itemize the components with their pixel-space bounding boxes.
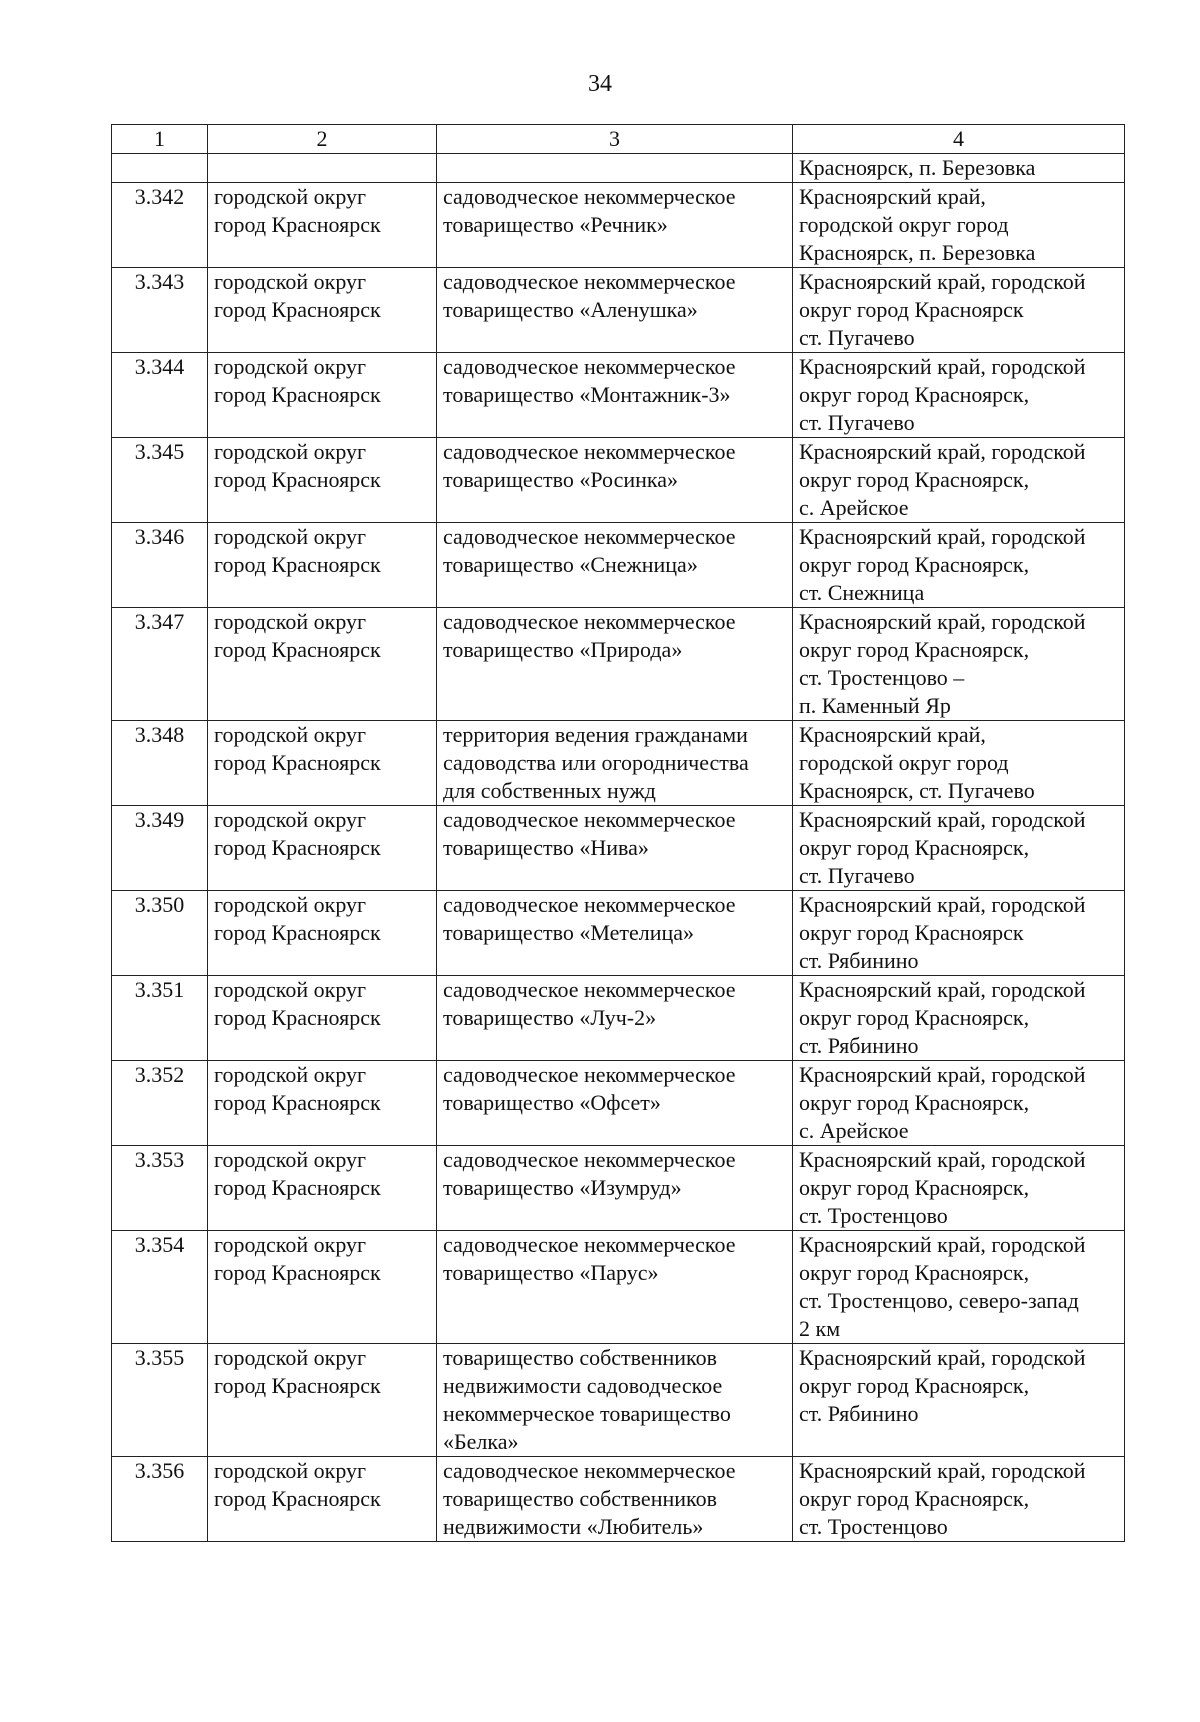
address-cell: Красноярский край, городской округ город Красноярск ст. Рябинино (793, 891, 1125, 976)
organization-name-cell: садоводческое некоммерческое товарищество «Парус» (437, 1231, 793, 1344)
address-cell: Красноярский край, городской округ город Красноярск, ст. Тростенцово, северо-запад 2 км (793, 1231, 1125, 1344)
header-row (112, 125, 1125, 154)
row-number: 3.348 (112, 721, 208, 806)
row-number: 3.351 (112, 976, 208, 1061)
organization-name-cell: садоводческое некоммерческое товарищество «Нива» (437, 806, 793, 891)
address-cell: Красноярский край, городской округ город Красноярск, ст. Снежница (793, 523, 1125, 608)
row-number: 3.347 (112, 608, 208, 721)
organization-name-cell: садоводческое некоммерческое товарищество «Монтажник-3» (437, 353, 793, 438)
table-row (112, 268, 1125, 353)
district-cell: городской округ город Красноярск (208, 183, 437, 268)
district-cell: городской округ город Красноярск (208, 1061, 437, 1146)
table-row (112, 608, 1125, 721)
address-cell: Красноярский край, городской округ город Красноярск, ст. Тростенцово (793, 1146, 1125, 1231)
organization-name-cell: территория ведения гражданами садоводства или огородничества для собственных нужд (437, 721, 793, 806)
district-cell: городской округ город Красноярск (208, 891, 437, 976)
table-row (112, 1231, 1125, 1344)
organization-name-cell (437, 154, 793, 183)
row-number: 3.346 (112, 523, 208, 608)
table-body (112, 154, 1125, 1542)
organization-name-cell: садоводческое некоммерческое товарищество собственников недвижимости «Любитель» (437, 1457, 793, 1542)
page-number: 34 (588, 71, 612, 97)
address-cell: Красноярский край, городской округ город Красноярск, ст. Тростенцово – п. Каменный Яр (793, 608, 1125, 721)
table-row (112, 438, 1125, 523)
table-row (112, 154, 1125, 183)
address-cell: Красноярский край, городской округ город Красноярск ст. Пугачево (793, 268, 1125, 353)
row-number (112, 154, 208, 183)
table-row (112, 1061, 1125, 1146)
address-cell: Красноярский край, городской округ город Красноярск, ст. Рябинино (793, 976, 1125, 1061)
row-number: 3.349 (112, 806, 208, 891)
row-number: 3.345 (112, 438, 208, 523)
organization-name-cell: садоводческое некоммерческое товарищество «Природа» (437, 608, 793, 721)
address-cell: Красноярск, п. Березовка (793, 154, 1125, 183)
table-row (112, 523, 1125, 608)
district-cell: городской округ город Красноярск (208, 1146, 437, 1231)
organization-name-cell: товарищество собственников недвижимости садоводческое некоммерческое товарищество «Белка» (437, 1344, 793, 1457)
table-row (112, 1344, 1125, 1457)
organization-name-cell: садоводческое некоммерческое товарищество «Офсет» (437, 1061, 793, 1146)
district-cell: городской округ город Красноярск (208, 1231, 437, 1344)
table-row (112, 183, 1125, 268)
address-cell: Красноярский край, городской округ город Красноярск, ст. Пугачево (793, 353, 1125, 438)
address-cell: Красноярский край, городской округ город Красноярск, с. Арейское (793, 438, 1125, 523)
organization-name-cell: садоводческое некоммерческое товарищество «Росинка» (437, 438, 793, 523)
column-header-2: 2 (208, 125, 437, 154)
district-cell: городской округ город Красноярск (208, 523, 437, 608)
organization-name-cell: садоводческое некоммерческое товарищество «Снежница» (437, 523, 793, 608)
address-cell: Красноярский край, городской округ город Красноярск, с. Арейское (793, 1061, 1125, 1146)
table-row (112, 1146, 1125, 1231)
row-number: 3.353 (112, 1146, 208, 1231)
registry-table (111, 124, 1125, 1542)
organization-name-cell: садоводческое некоммерческое товарищество «Аленушка» (437, 268, 793, 353)
district-cell: городской округ город Красноярск (208, 976, 437, 1061)
address-cell: Красноярский край, городской округ город Красноярск, ст. Тростенцово (793, 1457, 1125, 1542)
row-number: 3.343 (112, 268, 208, 353)
district-cell: городской округ город Красноярск (208, 268, 437, 353)
district-cell: городской округ город Красноярск (208, 608, 437, 721)
row-number: 3.344 (112, 353, 208, 438)
row-number: 3.352 (112, 1061, 208, 1146)
table-row (112, 806, 1125, 891)
district-cell: городской округ город Красноярск (208, 353, 437, 438)
row-number: 3.355 (112, 1344, 208, 1457)
district-cell (208, 154, 437, 183)
row-number: 3.350 (112, 891, 208, 976)
organization-name-cell: садоводческое некоммерческое товарищество «Изумруд» (437, 1146, 793, 1231)
organization-name-cell: садоводческое некоммерческое товарищество «Речник» (437, 183, 793, 268)
address-cell: Красноярский край, городской округ город Красноярск, ст. Рябинино (793, 1344, 1125, 1457)
column-header-3: 3 (437, 125, 793, 154)
table-header (112, 125, 1125, 154)
table-row (112, 891, 1125, 976)
district-cell: городской округ город Красноярск (208, 438, 437, 523)
table-row (112, 353, 1125, 438)
column-header-1: 1 (112, 125, 208, 154)
table-row (112, 721, 1125, 806)
address-cell: Красноярский край, городской округ город Красноярск, ст. Пугачево (793, 721, 1125, 806)
column-header-4: 4 (793, 125, 1125, 154)
address-cell: Красноярский край, городской округ город Красноярск, ст. Пугачево (793, 806, 1125, 891)
district-cell: городской округ город Красноярск (208, 806, 437, 891)
district-cell: городской округ город Красноярск (208, 1344, 437, 1457)
table-row (112, 976, 1125, 1061)
row-number: 3.356 (112, 1457, 208, 1542)
district-cell: городской округ город Красноярск (208, 721, 437, 806)
organization-name-cell: садоводческое некоммерческое товарищество «Луч-2» (437, 976, 793, 1061)
district-cell: городской округ город Красноярск (208, 1457, 437, 1542)
address-cell: Красноярский край, городской округ город Красноярск, п. Березовка (793, 183, 1125, 268)
table-row (112, 1457, 1125, 1542)
organization-name-cell: садоводческое некоммерческое товарищество «Метелица» (437, 891, 793, 976)
row-number: 3.342 (112, 183, 208, 268)
row-number: 3.354 (112, 1231, 208, 1344)
